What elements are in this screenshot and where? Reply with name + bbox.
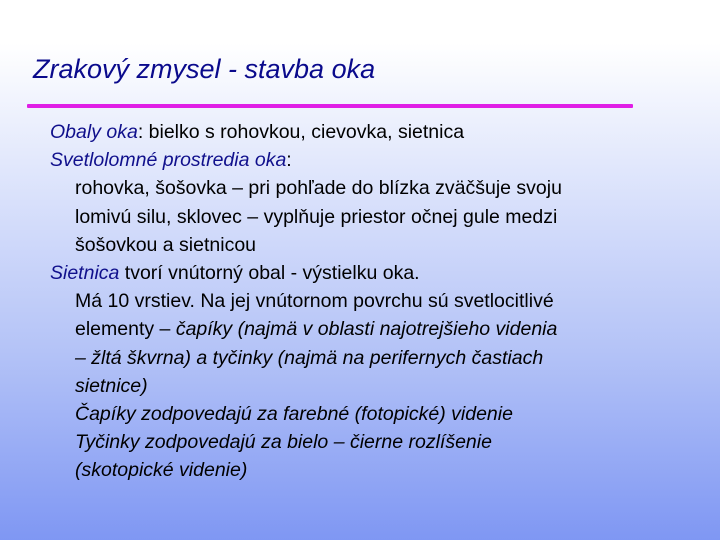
- text-line-10: sietnice): [75, 374, 148, 397]
- term-sietnica: Sietnica: [50, 262, 120, 285]
- slide-title: Zrakový zmysel - stavba oka: [33, 54, 376, 84]
- text-line-1: [50, 118, 710, 146]
- text-capiky-oblast: čapíky (najmä v oblasti najotrejšieho videnia: [175, 318, 558, 341]
- text-line-3: rohovka, šošovka – pri pohľade do blízka zväčšuje svoju: [75, 177, 562, 200]
- title-underline: [27, 104, 633, 108]
- term-svetlolomne-prostredia: Svetlolomné prostredia oka: [50, 149, 287, 172]
- slide-body: [50, 118, 710, 485]
- text-obaly-oka: : bielko s rohovkou, cievovka, sietnica: [137, 121, 465, 143]
- text-sietnica: tvorí vnútorný obal - výstielku oka.: [119, 262, 420, 285]
- text-line-12: Tyčinky zodpovedajú za bielo – čierne rozlíšenie: [75, 431, 492, 454]
- text-line-13: (skotopické videnie): [75, 459, 248, 482]
- text-line-11: Čapíky zodpovedajú za farebné (fotopické) videnie: [75, 403, 513, 426]
- text-line-8: [50, 315, 710, 343]
- text-line-4: lomivú silu, sklovec – vyplňuje priestor očnej gule medzi: [75, 205, 558, 228]
- text-line-9: – žltá škvrna) a tyčinky (najmä na perifernych častiach: [75, 346, 544, 369]
- text-elementy: elementy –: [75, 318, 176, 341]
- term-obaly-oka: Obaly oka: [50, 121, 138, 143]
- text-line-5: šošovkou a sietnicou: [75, 233, 257, 256]
- text-line-2: [50, 146, 710, 174]
- text-line-6: [50, 259, 710, 287]
- text-svetlolomne-colon: :: [286, 149, 292, 172]
- text-line-7: Má 10 vrstiev. Na jej vnútornom povrchu sú svetlocitlivé: [75, 290, 554, 313]
